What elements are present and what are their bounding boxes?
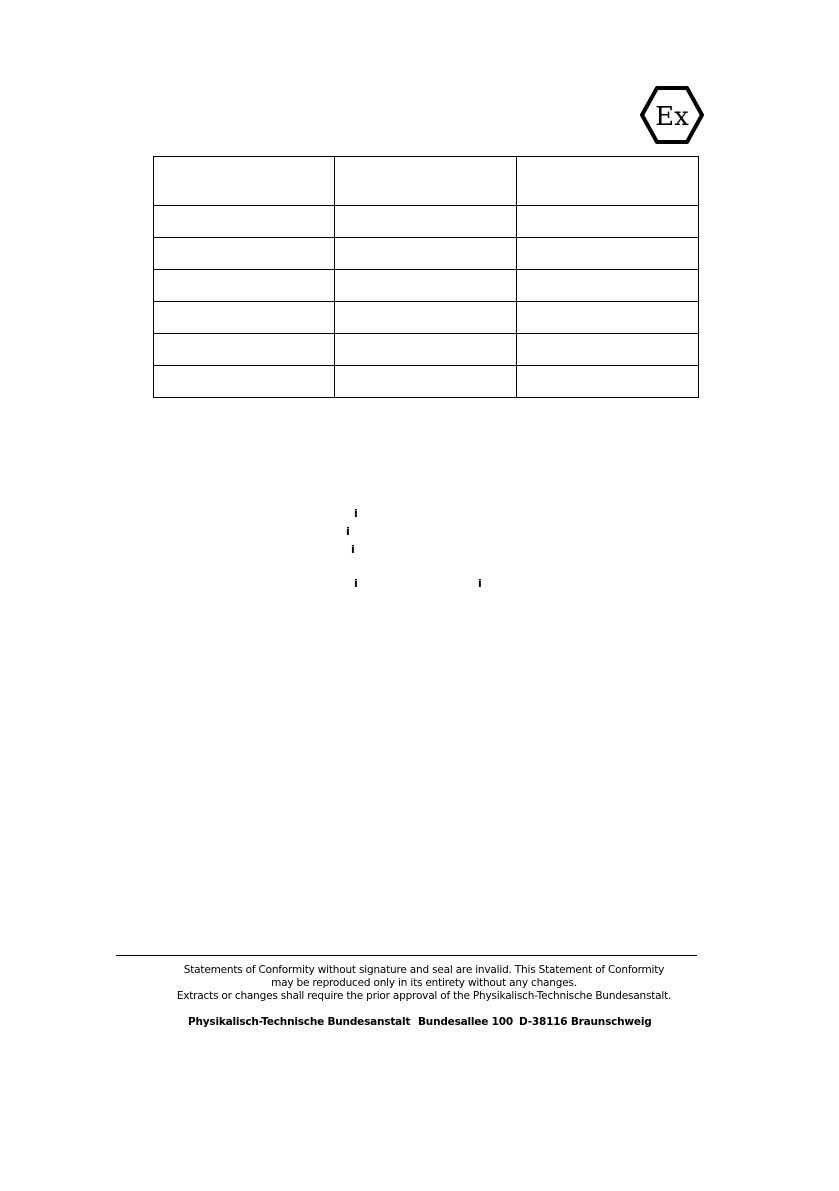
ex-hexagon-icon [640, 86, 704, 144]
table-cell [335, 334, 517, 366]
table-cell [517, 270, 699, 302]
table-cell [154, 334, 335, 366]
intrinsic-safety-mark: i [346, 525, 350, 538]
table-cell [335, 270, 517, 302]
table-cell [154, 206, 335, 238]
table-cell [154, 302, 335, 334]
table-header-row [154, 157, 699, 206]
intrinsic-safety-mark: i [478, 577, 482, 590]
table-header-cell [335, 157, 517, 206]
footer-street: Bundesallee 100 [418, 1016, 513, 1028]
footer-notice-line: Statements of Conformity without signature and seal are invalid. This Statement of Conformity [183, 964, 665, 976]
table-cell [335, 302, 517, 334]
table-cell [517, 238, 699, 270]
footer-city: D-38116 Braunschweig [519, 1016, 652, 1028]
table-cell [517, 302, 699, 334]
table-row [154, 302, 699, 334]
table-header-cell [154, 157, 335, 206]
intrinsic-safety-mark: i [351, 543, 355, 556]
footer-organization: Physikalisch-Technische Bundesanstalt [188, 1016, 411, 1028]
intrinsic-safety-mark: i [354, 577, 358, 590]
table-cell [517, 334, 699, 366]
table-row [154, 206, 699, 238]
conformity-table [153, 156, 699, 398]
table-cell [517, 366, 699, 398]
table-cell [154, 238, 335, 270]
footer-notice-line: may be reproduced only in its entirety without any changes. [271, 977, 577, 989]
footer-divider [116, 955, 697, 956]
footer-notice-line: Extracts or changes shall require the prior approval of the Physikalisch-Technische Bundesanstalt. [176, 990, 672, 1002]
intrinsic-safety-mark: i [354, 507, 358, 520]
table-header-cell [517, 157, 699, 206]
ex-mark-logo [640, 86, 704, 144]
table-cell [154, 270, 335, 302]
table-cell [335, 238, 517, 270]
table-row [154, 270, 699, 302]
table-cell [335, 366, 517, 398]
ex-logo-text: Ex [655, 102, 689, 132]
table-row [154, 238, 699, 270]
table-cell [335, 206, 517, 238]
table-row [154, 334, 699, 366]
table-row [154, 366, 699, 398]
table-cell [517, 206, 699, 238]
table-cell [154, 366, 335, 398]
